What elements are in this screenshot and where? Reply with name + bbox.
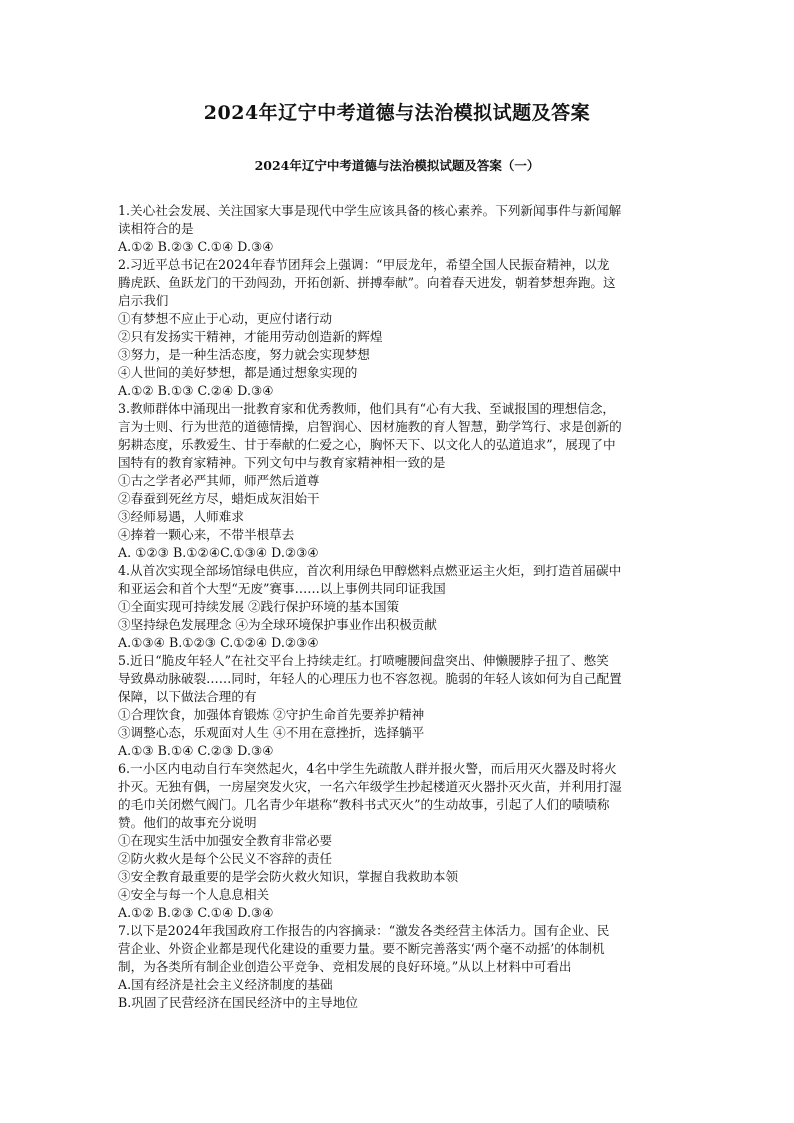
text-line: ②防火救火是每个公民义不容辞的责任 [118,851,333,866]
text-line: 5.近日“脆皮年轻人”在社交平台上持续走红。打喷嚏腰间盘突出、伸懒腰脖子扭了、憋笑 [118,653,609,668]
text-line: A.①③ B.①④ C.②③ D.③④ [118,743,274,758]
text-line: ④安全与每一个人息息相关 [118,887,270,902]
text-line: ③安全教育最重要的是学会防火救火知识，掌握自我救助本领 [118,869,459,884]
text-line: A.①③④ B.①②③ C.①②④ D.②③④ [118,635,319,650]
text-line: 腾虎跃、鱼跃龙门的干劲闯劲，开拓创新、拼搏奉献”。向着春天进发，朝着梦想奔跑。这 [118,275,616,290]
text-line: 保障，以下做法合理的有 [118,689,257,704]
text-line: ②只有发扬实干精神，才能用劳动创造新的辉煌 [118,329,383,344]
question-body [118,202,678,1012]
text-line: ③坚持绿色发展理念 ④为全球环境保护事业作出积极贡献 [118,617,437,632]
text-line: 营企业、外资企业都是现代化建设的重要力量。要不断完善落实‘两个毫不动摇’的体制机 [118,941,605,956]
text-line: 启示我们 [118,293,169,308]
text-line: A. ①②③ B.①②④C.①③④ D.②③④ [118,545,319,560]
text-line: 2.习近平总书记在2024年春节团拜会上强调：“甲辰龙年，希望全国人民振奋精神，以龙 [118,257,610,272]
text-line: ①合理饮食，加强体育锻炼 ②守护生命首先要养护精神 [118,707,425,722]
text-line: A.①② B.①③ C.②④ D.③④ [118,383,274,398]
text-line: A.①② B.②③ C.①④ D.③④ [118,905,274,920]
text-line: 6.一小区内电动自行车突然起火，4名中学生先疏散人群并报火警，而后用灭火器及时将火 [118,761,617,776]
text-line: 4.从首次实现全部场馆绿电供应，首次利用绿色甲醇燃料点燃亚运主火炬，到打造首届碳中 [118,563,622,578]
text-line: 赞。他们的故事充分说明 [118,815,257,830]
text-line: ①古之学者必严其师，师严然后道尊 [118,473,320,488]
text-line: 3.教师群体中涌现出一批教育家和优秀教师，他们具有“心有大我、至诚报国的理想信念， [118,401,616,416]
text-line: A.①② B.②③ C.①④ D.③④ [118,239,274,254]
text-line: ①在现实生活中加强安全教育非常必要 [118,833,333,848]
text-line: 和亚运会和首个大型“无废”赛事……以上事例共同印证我国 [118,581,446,596]
text-line: 1.关心社会发展、关注国家大事是现代中学生应该具备的核心素养。下列新闻事件与新闻解 [118,203,622,218]
text-line: ③经师易遇，人师难求 [118,509,244,524]
text-line: 7.以下是2024年我国政府工作报告的内容摘录：“激发各类经营主体活力。国有企业、民 [118,923,610,938]
text-line: B.巩固了民营经济在国民经济中的主导地位 [118,995,358,1010]
text-line: ②春蚕到死丝方尽，蜡炬成灰泪始干 [118,491,320,506]
text-line: ④人世间的美好梦想，都是通过想象实现的 [118,365,358,380]
text-line: ③调整心态，乐观面对人生 ④不用在意挫折，选择躺平 [118,725,425,740]
text-line: ④捧着一颗心来，不带半根草去 [118,527,295,542]
text-line: 的毛巾关闭燃气阀门。几名青少年堪称“教科书式灭火”的生动故事，引起了人们的啧啧称 [118,797,610,812]
text-line: 躬耕态度，乐教爱生、甘于奉献的仁爱之心，胸怀天下、以文化人的弘道追求”，展现了中 [118,437,616,452]
text-line: ③努力，是一种生活态度，努力就会实现梦想 [118,347,370,362]
text-line: ①有梦想不应止于心动，更应付诸行动 [118,311,333,326]
text-line: 读相符合的是 [118,221,194,236]
text-line: A.国有经济是社会主义经济制度的基础 [118,977,333,992]
text-line: 国特有的教育家精神。下列文句中与教育家精神相一致的是 [118,455,446,470]
text-line: 导致鼻动脉破裂……同时，年轻人的心理压力也不容忽视。脆弱的年轻人该如何为自己配置 [118,671,622,686]
document-title: 2024年辽宁中考道德与法治模拟试题及答案 [203,102,591,124]
text-line: 言为士则、行为世范的道德情操，启智润心、因材施教的育人智慧，勤学笃行、求是创新的 [118,419,622,434]
text-line: ①全面实现可持续发展 ②践行保护环境的基本国策 [118,599,400,614]
text-line: 扑灭。无独有偶，一房屋突发火灾，一名六年级学生抄起楼道灭火器扑灭火苗，并利用打湿 [118,779,622,794]
section-title: 2024年辽宁中考道德与法治模拟试题及答案（一） [254,158,540,173]
text-line: 制，为各类所有制企业创造公平竞争、竞相发展的良好环境。”从以上材料中可看出 [118,959,572,974]
